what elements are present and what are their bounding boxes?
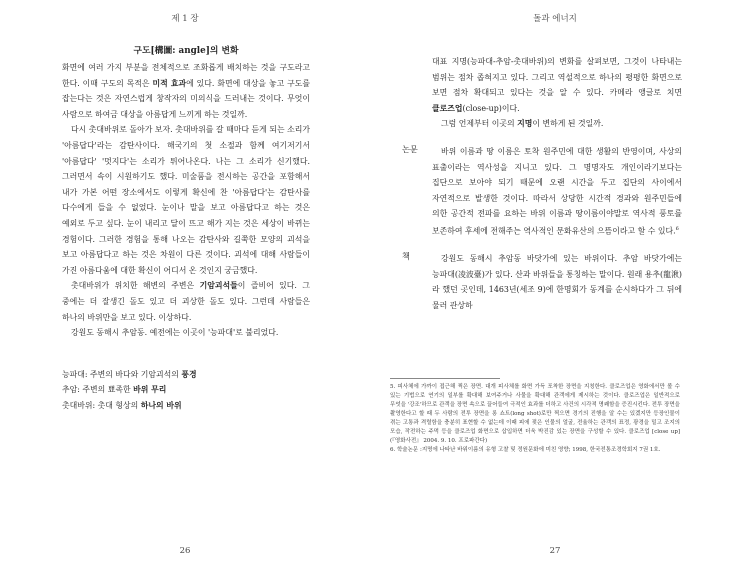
section-title: 구도[構圖: angle]의 변화 [133, 46, 239, 56]
footnotes [390, 378, 680, 455]
page-number-right: 27 [549, 546, 561, 556]
right-page [370, 0, 740, 569]
page-number-left: 26 [179, 546, 191, 556]
running-head-left: 제 1 장 [171, 14, 199, 24]
quoted-paragraph: 바위 이름과 땅 이름은 토착 원주민에 대한 생활의 반영이며, 사상의 표출이라는 역사성을 지니고 있다. 그 명명자도 개인이라기보다는 집단으로 보아야 되기 때문에 오랜 시간을 두고 집단의 사이에서 자연적으로 발생한 것이다. 따라서 상당한 시간적 경과와 원주민들에 의한 공간적 전파를 요하는 바위 이름과 땅이름이야말로 역사적 풍토를 보존하여 후세에 전해주는 역사적인 문화유산의 으뜸이라고 할 수 있다.$^6$ [432, 146, 682, 236]
quoted-paragraph: 강원도 동해시 추암동 바닷가에 있는 바위이다. 추암 바닷가에는 능파대(凌波臺)가 있다. 산과 바위들을 통칭하는 말이다. 원래 용추(龍湫)라 했던 곳인데, 1463년(세조 9)에 한명회가 동계를 순시하다가 그 뒤에 물러 관상하 [432, 254, 682, 310]
footnote-item: 5. 피사체에 가까이 접근해 찍은 장면. 대개 피사체를 화면 가득 포착한 장면을 지칭한다. 클로즈업은 영화에서만 볼 수 있는 기법으로 연기의 일부를 확대해 보여주거나 사물을 확대해 관객에게 제시하는 것이다. 클로즈업은 일반적으로 무엇을 '강조'하므로 관객을 장면 속으로 끌어들여 극적인 효과를 더하고 사건의 시각적 명쾌함을 증진시킨다. 전투 장면을 촬영한다고 할 때 두 사람의 전투 장면을 롱 쇼트(long shot)로만 찍으면 경기의 진행을 알 수는 있겠지만 등장인물이 겪는 고통과 격렬함을 충분히 표현할 수 없는데 이때 피에 젖은 인물의 얼굴, 전율하는 관객의 표정, 광경을 밀고 조지의 모습, 작전하는 주먹 등을 클로즈업 화면으로 삽입하면 더욱 박진감 있는 장면을 구성할 수 있다. 클로즈업 [close up] (『영화사전』 2004. 9. 10. 프로파간다) [390, 384, 680, 444]
caption-list [62, 367, 310, 414]
paragraph: 다시 촛대바위로 돌아가 보자. 촛대바위를 갈 때마다 듣게 되는 소리가 '아름답다'라는 감탄사이다. 해국기의 첫 소절과 함께 여기저기서 '아름답다' '멋지다'는 소리가 튀어나온다. 나는 그 소리가 신기했다. 그러면서 속이 시원하기도 했다. 미술품을 전시하는 공간을 포함해서 내가 가본 어떤 장소에서도 이렇게 확신에 찬 '아름답다'는 감탄사를 다수에게 들을 수 없었다. 눈이나 말을 보고 아름답다고 하는 것은 예외로 두고 싶다. 눈이 내리고 달이 뜨고 해가 지는 것은 세상이 바뀌는 경험이다. 그러한 경험을 통해 나오는 감탄사와 길쭉한 모양의 괴석을 보고 아름답다고 하는 것은 차원이 다른 것이다. 괴석에 대해 사람들이 가진 아름다움에 대한 확신이 어디서 온 것인지 궁금했다. [62, 125, 310, 275]
quoted-block-book [402, 251, 682, 313]
footnote-item: 6. 학술논문 :지명에 나타난 바위이름의 유형 고찰 및 정원문화에 미친 영향; 1998, 한국전통조경학회지 7권 1호. [390, 447, 661, 453]
footnote-rule [390, 378, 500, 379]
running-head-right: 돌과 에너지 [533, 14, 577, 24]
right-text-column [402, 54, 682, 314]
left-text-column [62, 44, 310, 413]
paragraph: 대표 지명(능파대-추암-촛대바위)의 변화를 살펴보면, 그것이 나타내는 범위는 점차 좁혀지고 있다. 그리고 역설적으로 하나의 평평한 화면으로 보면 점차 확대되고 있다는 것을 알 수 있다. 카메라 앵글로 치면 클로즈업(close-up)이다. [432, 57, 682, 113]
paragraph: 촛대바위가 위치한 해변의 주변은 기암괴석들이 즐비어 있다. 그 중에는 더 잘생긴 돌도 있고 더 괴상한 돌도 있다. 그런데 사람들은 하나의 바위만을 보고 있다. 이상하다. [62, 281, 311, 322]
margin-note: 논문 [402, 143, 418, 154]
paragraph: 그럼 언제부터 이곳의 지명이 변하게 된 것일까. [441, 119, 604, 129]
margin-note: 책 [402, 251, 410, 262]
caption-item: 추암: 주변의 뾰족한 바위 무리 [62, 385, 167, 395]
caption-item: 능파대: 주변의 바다와 기암괴석의 풍경 [62, 369, 197, 379]
paragraph: 강원도 동해시 추암동. 예전에는 이곳이 '능파대'로 불리었다. [71, 328, 279, 338]
quoted-block-thesis [402, 143, 682, 239]
footnote-ref[interactable]: 6 [675, 225, 679, 232]
paragraph: 화면에 여러 가지 부분을 전체적으로 조화롭게 배치하는 것을 구도라고 한다. 이때 구도의 목적은 미적 효과에 있다. 화면에 대상을 놓고 구도를 잡는다는 것은 자연스럽게 창작자의 미의식을 드러내는 것이다. 무엇이 사람으로 하여금 대상을 아름답게 느끼게 하는 것일까. [62, 63, 310, 119]
caption-item: 촛대바위: 촛대 형상의 하나의 바위 [62, 400, 182, 410]
